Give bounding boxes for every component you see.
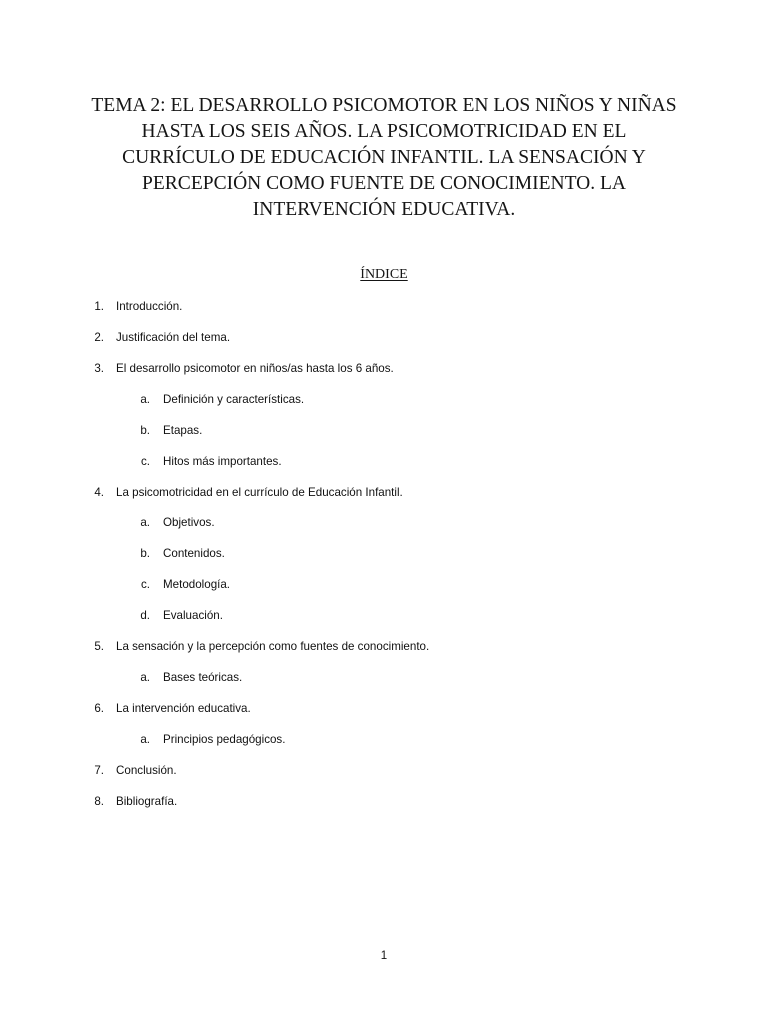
toc-subitem-5a: [0, 671, 768, 685]
toc-item-number: 7.: [94, 764, 104, 777]
toc-item-letter: b.: [140, 547, 150, 560]
title-line: HASTA LOS SEIS AÑOS. LA PSICOMOTRICIDAD EN EL: [141, 121, 627, 142]
toc-item-text: Objetivos.: [163, 516, 215, 529]
toc-item-text: Principios pedagógicos.: [163, 733, 286, 746]
document-title: [50, 93, 718, 223]
title-line: PERCEPCIÓN COMO FUENTE DE CONOCIMIENTO. LA: [142, 173, 626, 194]
toc-item-letter: b.: [140, 424, 150, 437]
title-line: CURRÍCULO DE EDUCACIÓN INFANTIL. LA SENSACIÓN Y: [122, 147, 646, 168]
toc-subitem-4c: [0, 578, 768, 592]
toc-item-letter: d.: [140, 609, 150, 622]
toc-item-letter: c.: [140, 455, 150, 468]
toc-item-letter: c.: [140, 578, 150, 591]
toc-item-text: Justificación del tema.: [116, 331, 231, 344]
toc-item-text: Evaluación.: [163, 609, 223, 622]
toc-item-text: Hitos más importantes.: [163, 455, 282, 468]
toc-subitem-6a: [0, 733, 768, 747]
toc-item-text: Conclusión.: [116, 764, 177, 777]
toc-item-letter: a.: [140, 733, 150, 746]
toc-item-letter: a.: [140, 516, 150, 529]
toc-subitem-4a: [0, 516, 768, 530]
toc-item-text: Bases teóricas.: [163, 671, 243, 684]
toc-item-letter: a.: [140, 393, 150, 406]
toc-subitem-4d: [0, 609, 768, 623]
toc-item-1: [0, 300, 768, 314]
toc-item-number: 5.: [94, 640, 104, 653]
toc-item-number: 4.: [94, 486, 104, 499]
toc-item-text: La psicomotricidad en el currículo de Educación Infantil.: [116, 486, 403, 499]
toc-item-8: [0, 795, 768, 809]
title-line: TEMA 2: EL DESARROLLO PSICOMOTOR EN LOS NIÑOS Y NIÑAS: [91, 95, 677, 116]
toc-item-text: Contenidos.: [163, 547, 225, 560]
toc-item-number: 6.: [94, 702, 104, 715]
toc-item-6: [0, 702, 768, 716]
toc-item-7: [0, 764, 768, 778]
toc-item-text: La intervención educativa.: [116, 702, 251, 715]
toc-item-text: Introducción.: [116, 300, 183, 313]
toc-item-text: Definición y características.: [163, 393, 305, 406]
toc-item-number: 2.: [94, 331, 104, 344]
page-number: 1: [380, 950, 388, 962]
toc-item-3: [0, 362, 768, 376]
toc-item-5: [0, 640, 768, 654]
toc-item-text: Etapas.: [163, 424, 203, 437]
toc-item-4: [0, 486, 768, 500]
toc-item-letter: a.: [140, 671, 150, 684]
index-heading: ÍNDICE: [360, 267, 408, 282]
toc-item-number: 8.: [94, 795, 104, 808]
toc-item-text: El desarrollo psicomotor en niños/as hasta los 6 años.: [116, 362, 394, 375]
toc-item-text: Bibliografía.: [116, 795, 178, 808]
title-line: INTERVENCIÓN EDUCATIVA.: [252, 199, 516, 220]
toc-item-2: [0, 331, 768, 345]
toc-item-text: La sensación y la percepción como fuentes de conocimiento.: [116, 640, 430, 653]
toc-item-number: 1.: [94, 300, 104, 313]
toc-subitem-3a: [0, 393, 768, 407]
toc-item-number: 3.: [94, 362, 104, 375]
toc-item-text: Metodología.: [163, 578, 231, 591]
toc-subitem-4b: [0, 547, 768, 561]
toc-subitem-3c: [0, 455, 768, 469]
toc-subitem-3b: [0, 424, 768, 438]
